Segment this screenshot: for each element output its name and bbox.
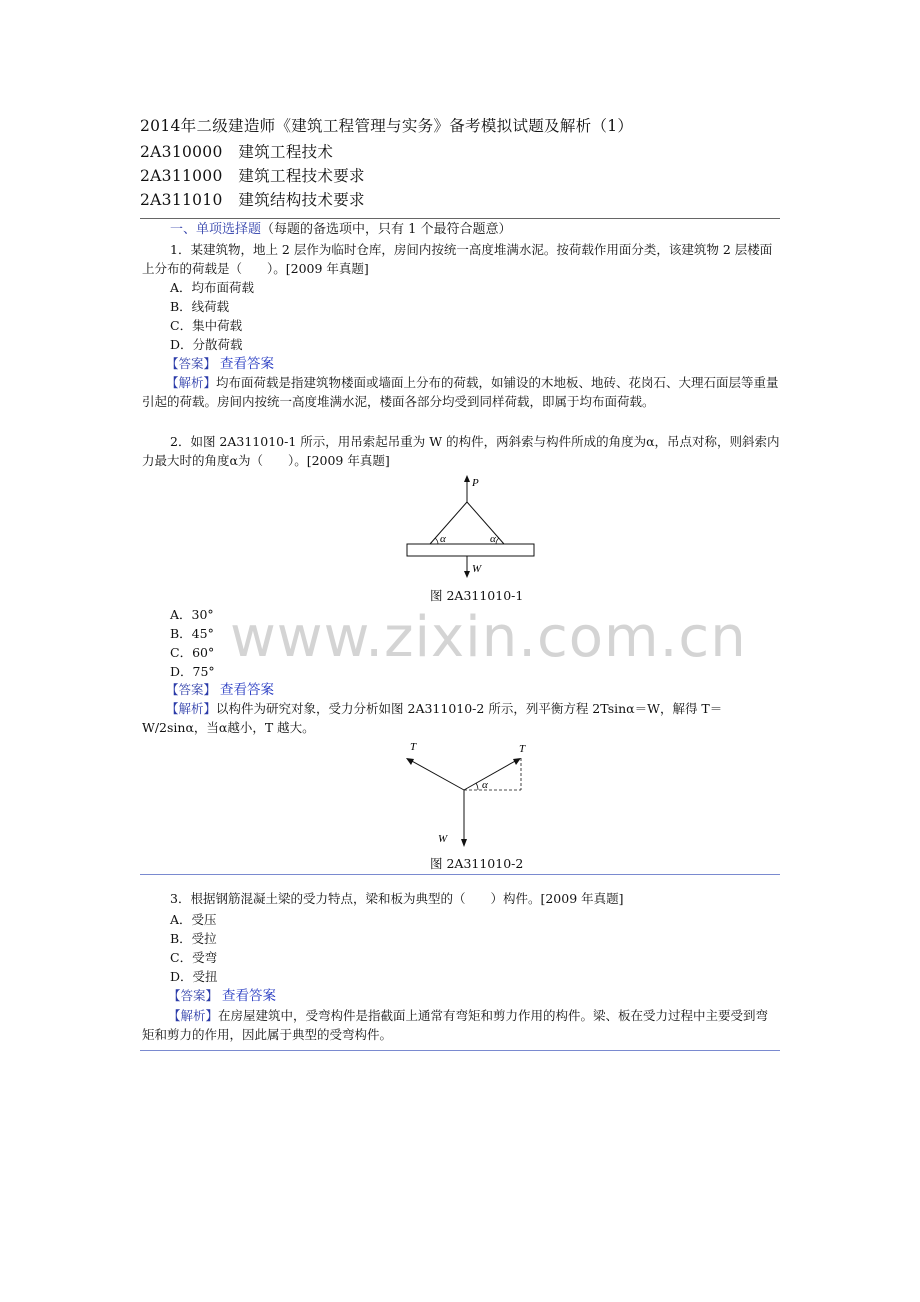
q3-answer-row [168, 986, 276, 1006]
q1-option-d: D．分散荷载 [170, 337, 243, 352]
q1-option-b: B．线荷载 [170, 299, 230, 314]
alpha-angle-arc [476, 783, 478, 790]
figure-2-caption: 图 2A311010-2 [430, 856, 524, 871]
q2-option-a: A．30° [170, 607, 214, 622]
analysis-tag: 【解析】 [166, 701, 217, 716]
w-arrow-icon [464, 571, 470, 578]
q1-analysis-text: 均布面荷载是指建筑物楼面或墙面上分布的荷载，如铺设的木地板、地砖、花岗石、大理石面层等重量引起的荷载。房间内按统一高度堆满水泥，楼面各部分均受到同样荷载，即属于均布面荷载。 [142, 375, 779, 409]
figure-2A311010-1 [400, 474, 540, 580]
divider [140, 218, 780, 219]
answer-tag: 【答案】 [168, 988, 219, 1003]
answer-tag: 【答案】 [166, 682, 217, 697]
q2-answer-row [166, 680, 274, 700]
document-title: 2014年二级建造师《建筑工程管理与实务》备考模拟试题及解析（1） [140, 117, 634, 135]
view-answer-link[interactable]: 查看答案 [220, 682, 274, 698]
question-3-stem: 3．根据钢筋混凝土梁的受力特点，梁和板为典型的（ ）构件。[2009 年真题] [170, 891, 624, 906]
t-right-label: T [519, 743, 526, 755]
section-code: 2A311000 建筑工程技术要求 [140, 167, 365, 185]
divider [140, 1050, 780, 1051]
view-answer-link[interactable]: 查看答案 [222, 988, 276, 1004]
divider [140, 874, 780, 875]
analysis-tag: 【解析】 [168, 1008, 219, 1023]
figure-1-caption: 图 2A311010-1 [430, 588, 524, 603]
answer-tag: 【答案】 [166, 356, 217, 371]
p-arrow-icon [464, 475, 470, 482]
subsection-code: 2A311010 建筑结构技术要求 [140, 191, 365, 209]
view-answer-link[interactable]: 查看答案 [220, 356, 274, 372]
left-angle-arc [435, 538, 438, 544]
q2-option-b: B．45° [170, 626, 214, 641]
q3-option-a: A．受压 [170, 912, 217, 927]
q3-analysis-text: 在房屋建筑中，受弯构件是指截面上通常有弯矩和剪力作用的构件。梁、板在受力过程中主要受到弯矩和剪力的作用，因此属于典型的受弯构件。 [142, 1008, 769, 1042]
q2-option-c: C．60° [170, 645, 215, 660]
p-label: P [472, 477, 479, 489]
section-heading [170, 220, 512, 239]
q1-answer-row [166, 354, 274, 374]
q3-option-d: D．受扭 [170, 969, 218, 984]
alpha-left-label: α [440, 533, 446, 545]
w-label: W [438, 833, 448, 845]
q3-option-b: B．受拉 [170, 931, 217, 946]
w-label: W [472, 563, 482, 575]
right-tension-line [464, 760, 517, 790]
beam-member [407, 544, 534, 556]
w-arrow-icon [461, 839, 467, 847]
q3-analysis [142, 1006, 780, 1044]
right-angle-arc [496, 538, 499, 544]
q1-option-a: A．均布面荷载 [170, 280, 255, 295]
q1-option-c: C．集中荷载 [170, 318, 243, 333]
q1-analysis [142, 373, 780, 411]
t-left-label: T [410, 741, 417, 753]
left-sling [430, 502, 467, 544]
alpha-right-label: α [490, 533, 496, 545]
chapter-code: 2A310000 建筑工程技术 [140, 143, 334, 161]
analysis-tag: 【解析】 [166, 375, 217, 390]
section-title: 一、单项选择题 [170, 222, 262, 237]
figure-2A311010-2 [400, 738, 540, 850]
question-2-stem: 2．如图 2A311010-1 所示，用吊索起吊重为 W 的构件，两斜索与构件所成的角度为α，吊点对称，则斜索内力最大时的角度α为（ ）。[2009 年真题] [142, 434, 780, 468]
alpha-label: α [482, 779, 488, 791]
right-sling [467, 502, 504, 544]
section-note: （每题的备选项中，只有 1 个最符合题意） [261, 222, 512, 237]
left-tension-line [410, 760, 464, 790]
watermark: www.zixin.com.cn [230, 605, 747, 670]
q2-analysis [142, 699, 780, 737]
q2-analysis-text: 以构件为研究对象，受力分析如图 2A311010-2 所示，列平衡方程 2Tsinα＝W，解得 T＝W/2sinα，当α越小，T 越大。 [142, 701, 723, 735]
q2-option-d: D．75° [170, 664, 215, 679]
question-1-stem: 1．某建筑物，地上 2 层作为临时仓库，房间内按统一高度堆满水泥。按荷载作用面分类，该建筑物 2 层楼面上分布的荷载是（ ）。[2009 年真题] [142, 242, 773, 276]
q3-option-c: C．受弯 [170, 950, 218, 965]
